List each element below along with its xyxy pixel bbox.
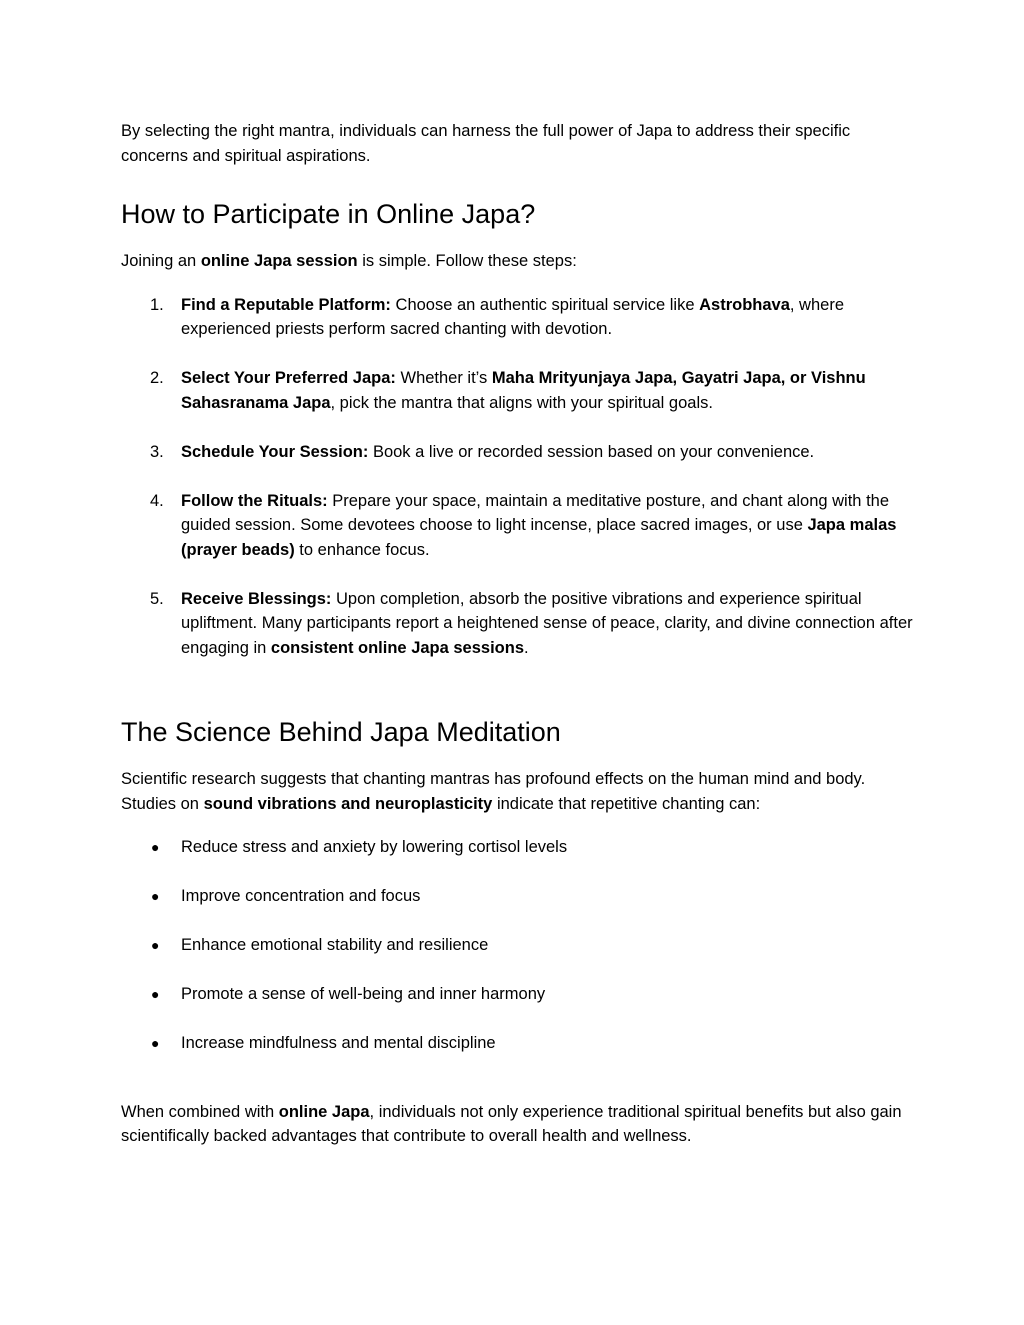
step-item — [121, 440, 921, 465]
participate-intro-bold: online Japa session — [200, 252, 358, 270]
bullet-icon: ● — [151, 986, 160, 1002]
benefit-text: Enhance emotional stability and resilience — [181, 936, 489, 954]
science-intro-text: Scientific research suggests that chanting mantras has profound effects on the human mind and body. Studies on — [121, 770, 866, 813]
closing-bold: online Japa — [278, 1102, 370, 1121]
science-intro — [121, 767, 921, 816]
science-intro-bold: sound vibrations and neuroplasticity — [203, 794, 493, 813]
participate-intro-text: is simple. Follow these steps: — [357, 252, 577, 270]
step-number: 5. — [150, 589, 164, 608]
step-bold-text: consistent online Japa sessions — [270, 638, 525, 657]
step-text: to enhance focus. — [294, 540, 430, 559]
steps-list — [121, 293, 921, 661]
step-bold-text: Astrobhava — [699, 295, 790, 314]
bullet-icon: ● — [151, 839, 160, 855]
benefit-item — [121, 933, 921, 958]
participate-intro-text: Joining an — [121, 252, 201, 270]
benefit-item — [121, 884, 921, 909]
benefit-item — [121, 982, 921, 1007]
step-title: Schedule Your Session: — [181, 442, 369, 461]
step-item — [121, 489, 921, 563]
step-title: Follow the Rituals: — [181, 491, 328, 510]
science-intro-text: indicate that repetitive chanting can: — [492, 794, 761, 813]
step-text: , where experienced priests perform sacred chanting with devotion. — [181, 295, 844, 338]
benefit-text: Improve concentration and focus — [181, 887, 421, 905]
step-title: Select Your Preferred Japa: — [181, 369, 396, 387]
step-text: Upon completion, absorb the positive vibrations and experience spiritual upliftment. Many participants report a heightened sense of peace, clarity, and divine connection after engaging in — [181, 589, 913, 657]
bullet-icon: ● — [151, 1035, 160, 1051]
benefit-text: Reduce stress and anxiety by lowering cortisol levels — [181, 838, 568, 856]
step-title: Find a Reputable Platform: — [181, 295, 391, 314]
bullet-icon: ● — [151, 937, 160, 953]
step-item — [121, 587, 921, 661]
benefit-item — [121, 1031, 921, 1056]
step-text: , pick the mantra that aligns with your spiritual goals. — [330, 393, 713, 412]
benefit-item — [121, 835, 921, 860]
document-content — [121, 119, 921, 1149]
intro-paragraph: By selecting the right mantra, individuals can harness the full power of Japa to address their specific concerns and spiritual aspirations. — [121, 122, 851, 165]
closing-paragraph — [121, 1100, 921, 1149]
step-item — [121, 293, 921, 342]
step-bold-text: Japa malas (prayer beads) — [181, 516, 897, 559]
step-item — [121, 366, 921, 415]
step-text: Prepare your space, maintain a meditative posture, and chant along with the guided session. Some devotees choose to light incense, place sacred images, or use — [181, 491, 890, 534]
benefits-list — [121, 835, 921, 1056]
step-number: 4. — [150, 491, 164, 510]
step-number: 1. — [150, 295, 164, 314]
closing-text: When combined with — [121, 1102, 279, 1121]
step-bold-text: Maha Mrityunjaya Japa, Gayatri Japa, or Vishnu Sahasranama Japa — [181, 369, 866, 412]
benefit-text: Increase mindfulness and mental discipline — [181, 1034, 496, 1052]
participate-heading: How to Participate in Online Japa? — [121, 199, 536, 229]
step-text: Whether it’s — [395, 369, 492, 387]
step-text: Choose an authentic spiritual service like — [390, 295, 700, 314]
step-number: 3. — [150, 442, 164, 461]
science-heading: The Science Behind Japa Meditation — [121, 717, 561, 747]
participate-intro — [121, 249, 921, 274]
closing-text: , individuals not only experience traditional spiritual benefits but also gain scientifically backed advantages that contribute to overall health and wellness. — [121, 1102, 902, 1145]
benefit-text: Promote a sense of well-being and inner harmony — [181, 985, 546, 1003]
step-text: . — [524, 638, 529, 657]
step-title: Receive Blessings: — [181, 589, 332, 608]
step-text: Book a live or recorded session based on your convenience. — [368, 442, 815, 461]
bullet-icon: ● — [151, 888, 160, 904]
step-number: 2. — [150, 369, 164, 387]
